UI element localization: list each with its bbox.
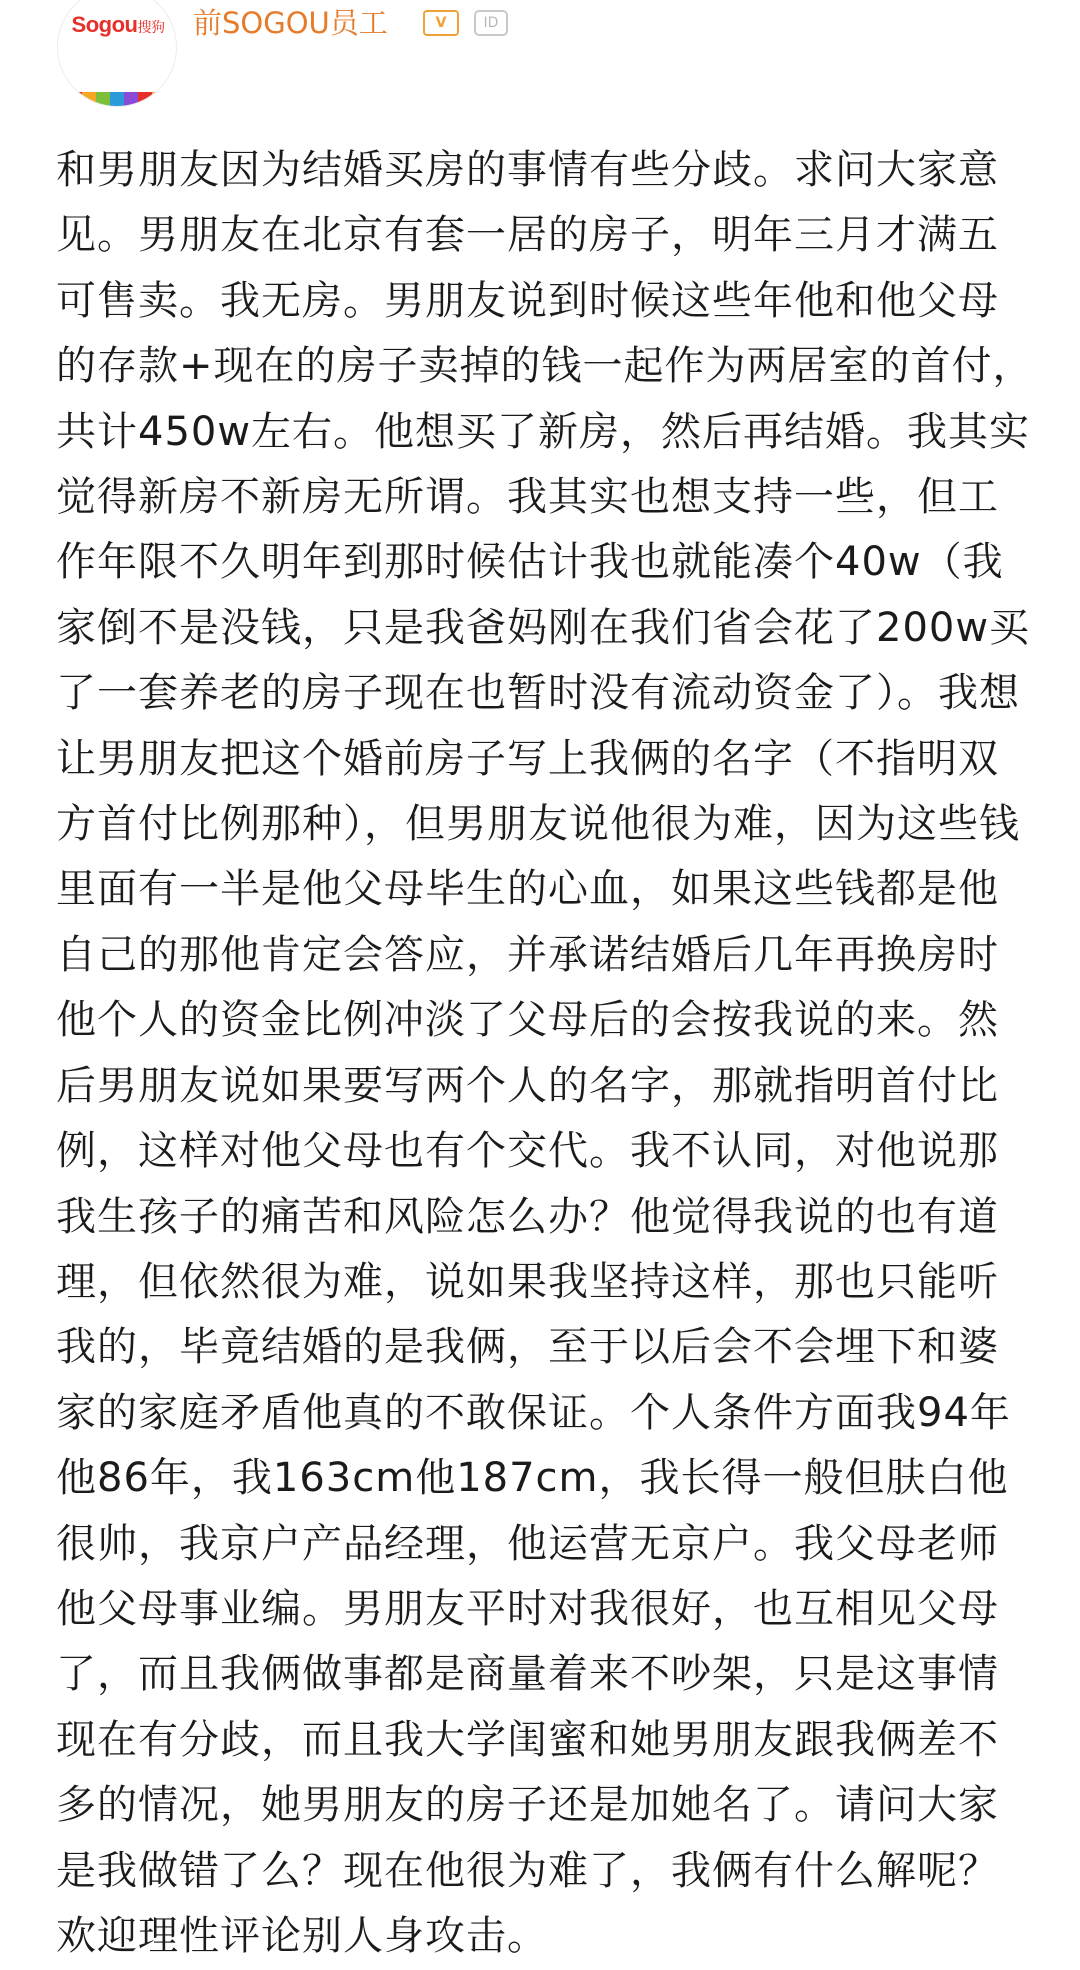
avatar-stripe-segment <box>68 92 82 106</box>
avatar-stripe-segment <box>152 92 166 106</box>
post-header <box>0 0 1080 120</box>
logo-brand-text: Sogou <box>71 12 138 37</box>
id-badge-icon: ID <box>474 10 508 36</box>
avatar-stripe-segment <box>96 92 110 106</box>
avatar-stripe-segment <box>138 92 152 106</box>
avatar-color-stripe <box>68 92 166 106</box>
sogou-logo-icon <box>62 10 174 40</box>
avatar-stripe-segment <box>110 92 124 106</box>
logo-brand-sub: 搜狗 <box>137 19 165 35</box>
post-body-text: 和男朋友因为结婚买房的事情有些分歧。求问大家意见。男朋友在北京有套一居的房子，明年三月才满五可售卖。我无房。男朋友说到时候这些年他和他父母的存款+现在的房子卖掉的钱一起作为两居室的首付，共计450w左右。他想买了新房，然后再结婚。我其实觉得新房不新房无所谓。我其实也想支持一些，但工作年限不久明年到那时候估计我也就能凑个40w（我家倒不是没钱，只是我爸妈刚在我们省会花了200w买了一套养老的房子现在也暂时没有流动资金了）。我想让男朋友把这个婚前房子写上我俩的名字（不指明双方首付比例那种），但男朋友说他很为难，因为这些钱里面有一半是他父母毕生的心血，如果这些钱都是他自己的那他肯定会答应，并承诺结婚后几年再换房时他个人的资金比例冲淡了父母后的会按我说的来。然后男朋友说如果要写两个人的名字，那就指明首付比例，这样对他父母也有个交代。我不认同，对他说那我生孩子的痛苦和风险怎么办？他觉得我说的也有道理，但依然很为难，说如果我坚持这样，那也只能听我的，毕竟结婚的是我俩，至于以后会不会埋下和婆家的家庭矛盾他真的不敢保证。个人条件方面我94年他86年，我163cm他187cm，我长得一般但肤白他很帅，我京户产品经理，他运营无京户。我父母老师他父母事业编。男朋友平时对我很好，也互相见父母了，而且我俩做事都是商量着来不吵架，只是这事情现在有分歧，而且我大学闺蜜和她男朋友跟我俩差不多的情况，她男朋友的房子还是加她名了。请问大家是我做错了么？现在他很为难了，我俩有什么解呢？欢迎理性评论别人身攻击。 <box>56 147 1034 1959</box>
avatar-stripe-segment <box>82 92 96 106</box>
username[interactable]: 前SOGOU员工 <box>193 6 388 40</box>
avatar[interactable] <box>58 0 176 106</box>
avatar-stripe-segment <box>124 92 138 106</box>
vip-badge-icon: V <box>423 10 459 36</box>
